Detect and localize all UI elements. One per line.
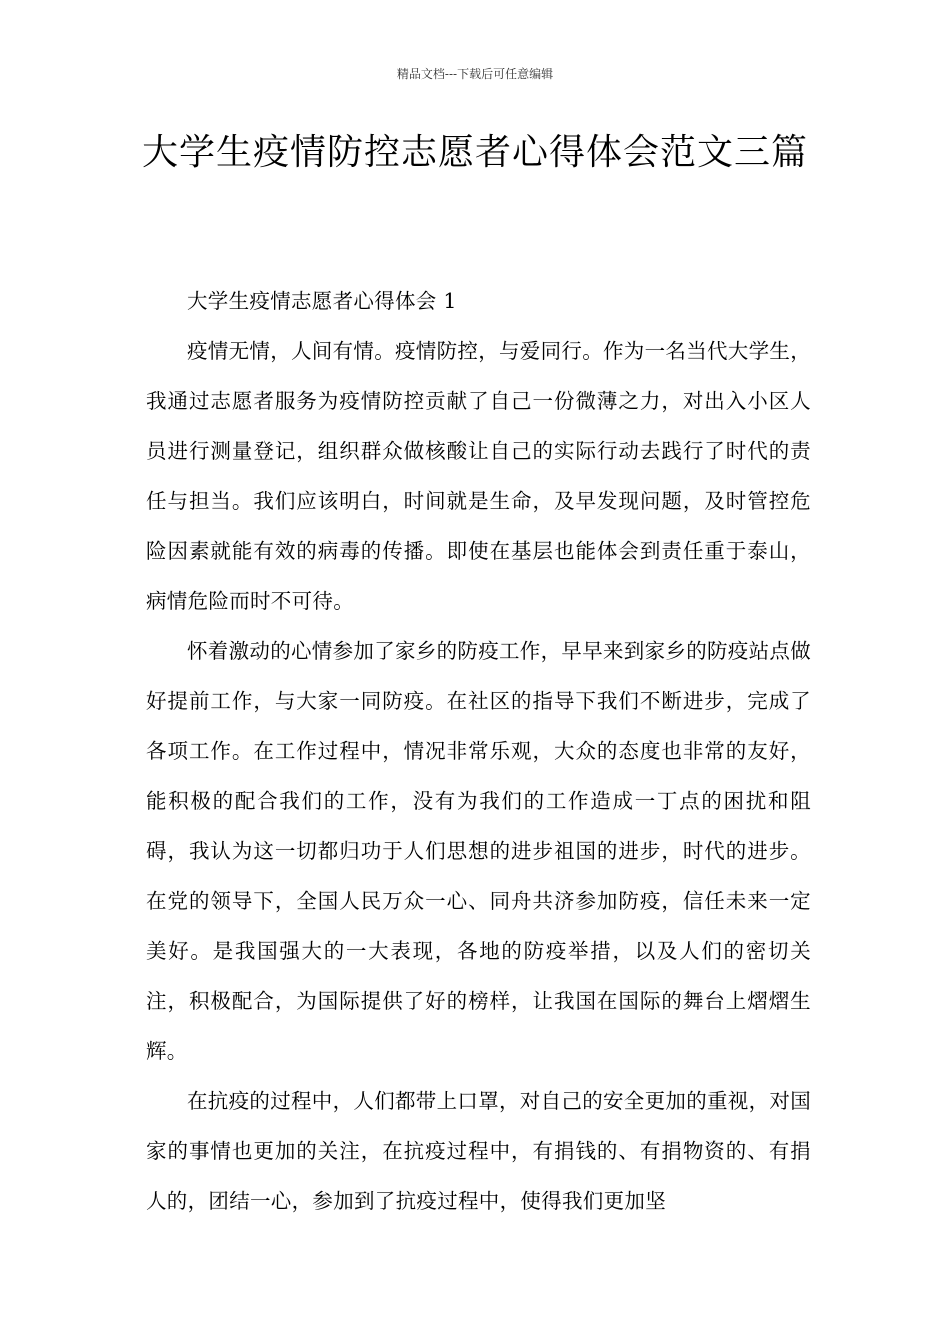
document-body: [146, 276, 811, 1226]
document-title: 大学生疫情防控志愿者心得体会范文三篇: [141, 132, 808, 173]
section-heading: 大学生疫情志愿者心得体会 1: [187, 289, 457, 313]
body-paragraph-2: 怀着激动的心情参加了家乡的防疫工作，早早来到家乡的防疫站点做好提前工作，与大家一同防疫。在社区的指导下我们不断进步，完成了各项工作。在工作过程中，情况非常乐观，大众的态度也非常的友好，能积极的配合我们的工作，没有为我们的工作造成一丁点的困扰和阻碍，我认为这一切都归功于人们思想的进步祖国的进步，时代的进步。在党的领导下，全国人民万众一心、同舟共济参加防疫，信任未来一定美好。是我国强大的一大表现，各地的防疫举措，以及人们的密切关注，积极配合，为国际提供了好的榜样，让我国在国际的舞台上熠熠生辉。: [146, 639, 811, 1063]
body-paragraph-3: 在抗疫的过程中，人们都带上口罩，对自己的安全更加的重视，对国家的事情也更加的关注，在抗疫过程中，有捐钱的、有捐物资的、有捐人的，团结一心，参加到了抗疫过程中，使得我们更加坚: [146, 1089, 811, 1213]
page-header-note: 精品文档---下载后可任意编辑: [396, 67, 554, 81]
body-paragraph-1: 疫情无情，人间有情。疫情防控，与爱同行。作为一名当代大学生，我通过志愿者服务为疫情防控贡献了自己一份微薄之力，对出入小区人员进行测量登记，组织群众做核酸让自己的实际行动去践行了时代的责任与担当。我们应该明白，时间就是生命，及早发现问题，及时管控危险因素就能有效的病毒的传播。即使在基层也能体会到责任重于泰山，病情危险而时不可待。: [146, 339, 811, 613]
